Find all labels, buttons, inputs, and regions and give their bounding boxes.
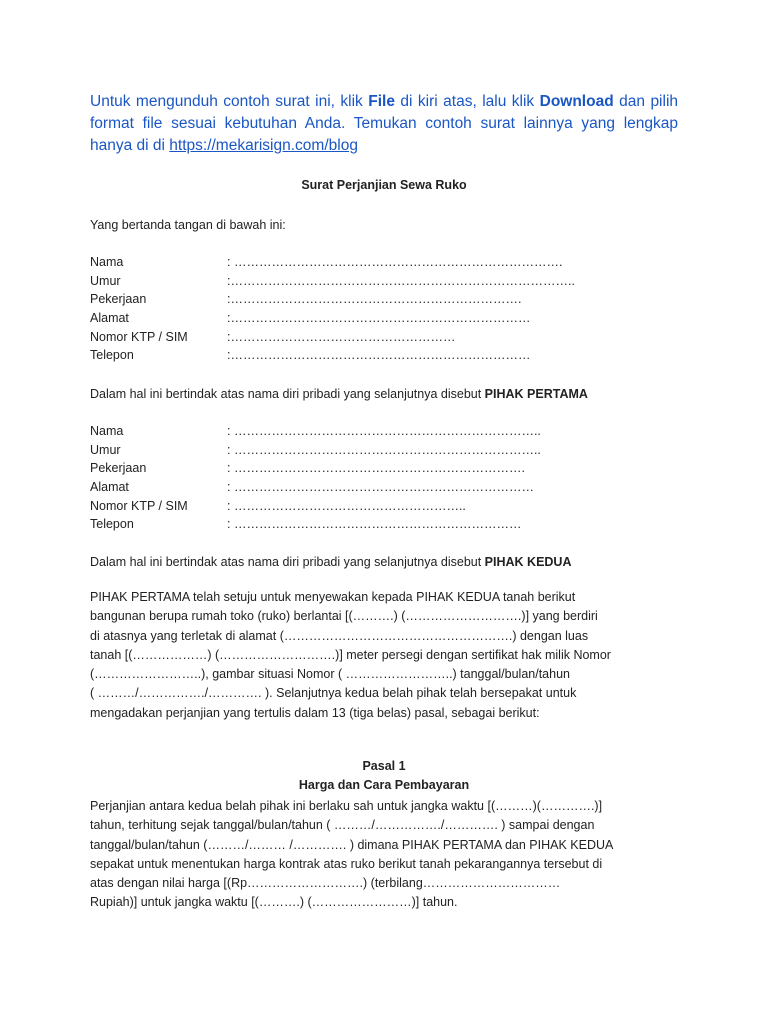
intro-text: dan pilih format file sesuai kebutuhan Anda. Temukan contoh surat lainnya yang lengkap hanya di di <box>90 93 679 154</box>
paragraph-line: PIHAK PERTAMA telah setuju untuk menyewakan kepada PIHAK KEDUA tanah berikut <box>90 590 576 604</box>
field-value: : ……………………………………………………………….. <box>227 424 541 438</box>
download-instructions <box>90 91 678 157</box>
field-label: Pekerjaan <box>90 292 147 307</box>
pasal-heading: Harga dan Cara Pembayaran <box>298 778 470 792</box>
blog-link[interactable]: https://mekarisign.com/blog <box>169 137 358 154</box>
field-row <box>90 515 690 534</box>
field-value: :……………………………………………… <box>227 329 456 344</box>
paragraph-line: mengadakan perjanjian yang tertulis dalam 13 (tiga belas) pasal, sebagai berikut: <box>90 705 540 720</box>
party1-fields <box>90 253 690 365</box>
document-title: Surat Perjanjian Sewa Ruko <box>301 178 467 192</box>
paragraph-line: Perjanjian antara kedua belah pihak ini berlaku sah untuk jangka waktu [(………)(………….)] <box>90 799 603 813</box>
field-label: Nomor KTP / SIM <box>90 329 188 344</box>
field-value: :……………………………………………………………… <box>227 311 531 326</box>
field-value: : …………………………………………………………… <box>227 517 522 532</box>
paragraph-line: tanggal/bulan/tahun (………/……… /…………. ) dimana PIHAK PERTAMA dan PIHAK KEDUA <box>90 837 614 852</box>
field-label: Umur <box>90 442 121 457</box>
field-label: Nama <box>90 424 124 438</box>
paragraph-line: Rupiah)] untuk jangka waktu [(……….) (……………………)] tahun. <box>90 895 458 910</box>
intro-text: di kiri atas, lalu klik <box>394 93 540 110</box>
field-label: Alamat <box>90 480 129 495</box>
field-row <box>90 328 690 347</box>
field-row <box>90 346 690 365</box>
field-value: : ……………………………………………….. <box>227 498 466 513</box>
field-row <box>90 478 690 497</box>
field-value: :……………………………………………………………… <box>227 348 531 363</box>
field-row <box>90 459 690 478</box>
field-label: Telepon <box>90 348 134 363</box>
field-value: :……………………………………………………………. <box>227 292 522 307</box>
pasal1-paragraph <box>90 797 690 913</box>
paragraph-line: ( ………/……………./…………. ). Selanjutnya kedua belah pihak telah bersepakat untuk <box>90 686 577 701</box>
paragraph-line: di atasnya yang terletak di alamat (……………………………………………….) dengan luas <box>90 628 589 643</box>
paragraph-line: atas dengan nilai harga [(Rp……………………….) (terbilang…………………………… <box>90 876 561 891</box>
field-row <box>90 272 690 291</box>
statement-text: Dalam hal ini bertindak atas nama diri pribadi yang selanjutnya disebut <box>90 555 485 569</box>
agreement-paragraph <box>90 588 690 723</box>
download-keyword: Download <box>539 93 614 110</box>
party-role: PIHAK KEDUA <box>484 555 572 569</box>
field-row <box>90 441 690 460</box>
statement-text: Dalam hal ini bertindak atas nama diri pribadi yang selanjutnya disebut <box>90 387 485 401</box>
field-value: : ……………………………………………………………. <box>227 461 525 476</box>
field-value: : ……………………………………………………………….. <box>227 442 541 457</box>
paragraph-line: tanah [(………………) (……………………….)] meter persegi dengan sertifikat hak milik Nomor <box>90 647 611 662</box>
party1-statement <box>90 385 710 404</box>
paragraph-line: tahun, terhitung sejak tanggal/bulan/tahun ( ………/……………./…………. ) sampai dengan <box>90 818 595 833</box>
signers-intro: Yang bertanda tangan di bawah ini: <box>90 218 286 232</box>
field-value: :……………………………………………………………………….. <box>227 273 575 288</box>
intro-text: Untuk mengunduh contoh surat ini, klik <box>90 93 369 110</box>
field-label: Umur <box>90 273 121 288</box>
field-row <box>90 309 690 328</box>
field-label: Nama <box>90 255 124 269</box>
field-value: : ……………………………………………………………………. <box>227 255 563 269</box>
field-label: Nomor KTP / SIM <box>90 498 188 513</box>
field-label: Telepon <box>90 517 134 532</box>
paragraph-line: (……………………..), gambar situasi Nomor ( ……………………..) tanggal/bulan/tahun <box>90 667 570 682</box>
pasal-number: Pasal 1 <box>362 759 406 773</box>
file-keyword: File <box>368 93 395 110</box>
field-row <box>90 290 690 309</box>
field-label: Alamat <box>90 311 129 326</box>
paragraph-line: sepakat untuk menentukan harga kontrak atas ruko berikut tanah pekarangannya tersebut di <box>90 856 603 871</box>
paragraph-line: bangunan berupa rumah toko (ruko) berlantai [(……….) (……………………….)] yang berdiri <box>90 609 598 624</box>
party-role: PIHAK PERTAMA <box>484 387 588 401</box>
field-label: Pekerjaan <box>90 461 147 476</box>
field-value: : ……………………………………………………………… <box>227 480 534 495</box>
party2-statement <box>90 553 710 572</box>
field-row <box>90 497 690 516</box>
party2-fields <box>90 422 690 534</box>
field-row <box>90 253 690 272</box>
field-row <box>90 422 690 441</box>
